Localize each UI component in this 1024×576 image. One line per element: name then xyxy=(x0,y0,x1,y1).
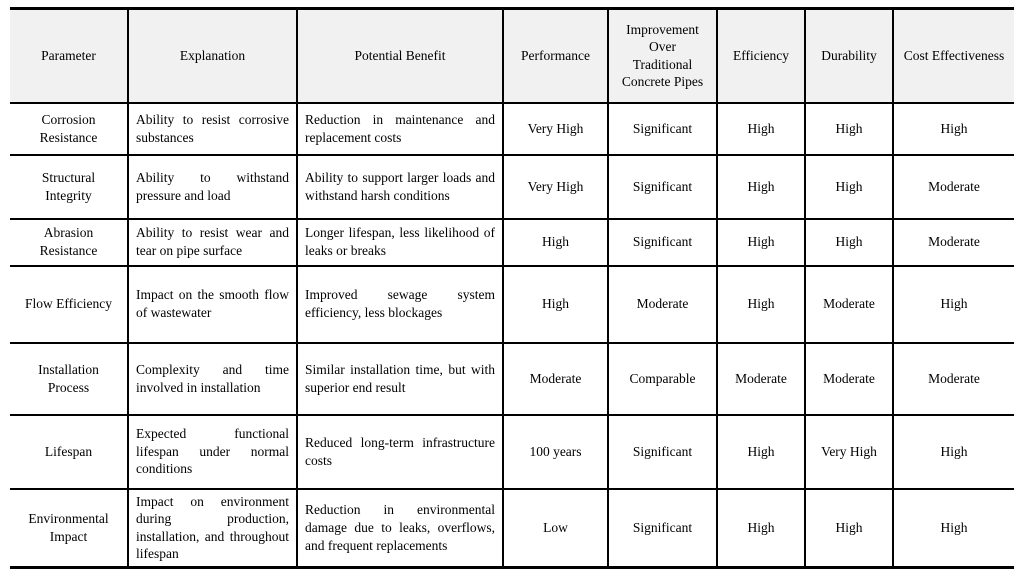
cell-explanation: Complexity and time involved in installation xyxy=(128,343,297,415)
cell-cost-effectiveness: High xyxy=(893,266,1014,343)
cell-efficiency: Moderate xyxy=(717,343,805,415)
cell-efficiency: High xyxy=(717,219,805,266)
column-header-potential-benefit: Potential Benefit xyxy=(297,9,503,103)
cell-cost-effectiveness: High xyxy=(893,489,1014,568)
cell-cost-effectiveness: Moderate xyxy=(893,155,1014,219)
column-header-performance: Performance xyxy=(503,9,608,103)
cell-durability: High xyxy=(805,155,893,219)
column-header-parameter: Parameter xyxy=(10,9,128,103)
cell-durability: High xyxy=(805,219,893,266)
cell-performance: Moderate xyxy=(503,343,608,415)
cell-performance: High xyxy=(503,219,608,266)
cell-improvement: Moderate xyxy=(608,266,717,343)
cell-explanation: Expected functional lifespan under normal conditions xyxy=(128,415,297,489)
cell-improvement: Significant xyxy=(608,489,717,568)
cell-explanation: Impact on the smooth flow of wastewater xyxy=(128,266,297,343)
cell-explanation: Ability to resist corrosive substances xyxy=(128,103,297,155)
table-row-flow-efficiency xyxy=(10,266,1014,343)
cell-potential-benefit: Improved sewage system efficiency, less blockages xyxy=(297,266,503,343)
cell-potential-benefit: Ability to support larger loads and withstand harsh conditions xyxy=(297,155,503,219)
cell-efficiency: High xyxy=(717,155,805,219)
cell-explanation: Ability to resist wear and tear on pipe surface xyxy=(128,219,297,266)
cell-efficiency: High xyxy=(717,415,805,489)
cell-efficiency: High xyxy=(717,489,805,568)
cell-durability: High xyxy=(805,103,893,155)
table-row-corrosion-resistance xyxy=(10,103,1014,155)
cell-potential-benefit: Similar installation time, but with superior end result xyxy=(297,343,503,415)
table-row-abrasion-resistance xyxy=(10,219,1014,266)
cell-improvement: Significant xyxy=(608,103,717,155)
cell-parameter: Abrasion Resistance xyxy=(10,219,128,266)
cell-durability: High xyxy=(805,489,893,568)
cell-improvement: Comparable xyxy=(608,343,717,415)
cell-cost-effectiveness: Moderate xyxy=(893,343,1014,415)
cell-explanation: Ability to withstand pressure and load xyxy=(128,155,297,219)
cell-efficiency: High xyxy=(717,266,805,343)
cell-efficiency: High xyxy=(717,103,805,155)
cell-performance: Low xyxy=(503,489,608,568)
cell-performance: Very High xyxy=(503,155,608,219)
column-header-explanation: Explanation xyxy=(128,9,297,103)
cell-potential-benefit: Longer lifespan, less likelihood of leaks or breaks xyxy=(297,219,503,266)
cell-improvement: Significant xyxy=(608,415,717,489)
column-header-cost-effectiveness: Cost Effectiveness xyxy=(893,9,1014,103)
cell-durability: Moderate xyxy=(805,343,893,415)
pipe-comparison-table xyxy=(10,7,1014,569)
cell-parameter: Lifespan xyxy=(10,415,128,489)
cell-performance: Very High xyxy=(503,103,608,155)
cell-cost-effectiveness: Moderate xyxy=(893,219,1014,266)
table-row-environmental-impact xyxy=(10,489,1014,568)
cell-performance: High xyxy=(503,266,608,343)
cell-parameter: Flow Efficiency xyxy=(10,266,128,343)
cell-potential-benefit: Reduction in environmental damage due to leaks, overflows, and frequent replacements xyxy=(297,489,503,568)
cell-parameter: Corrosion Resistance xyxy=(10,103,128,155)
cell-parameter: Installation Process xyxy=(10,343,128,415)
cell-durability: Moderate xyxy=(805,266,893,343)
cell-improvement: Significant xyxy=(608,219,717,266)
cell-durability: Very High xyxy=(805,415,893,489)
table-row-installation-process xyxy=(10,343,1014,415)
cell-potential-benefit: Reduced long-term infrastructure costs xyxy=(297,415,503,489)
table-row-lifespan xyxy=(10,415,1014,489)
cell-potential-benefit: Reduction in maintenance and replacement costs xyxy=(297,103,503,155)
cell-parameter: Structural Integrity xyxy=(10,155,128,219)
cell-cost-effectiveness: High xyxy=(893,103,1014,155)
cell-cost-effectiveness: High xyxy=(893,415,1014,489)
column-header-improvement: Improvement Over Traditional Concrete Pipes xyxy=(608,9,717,103)
column-header-efficiency: Efficiency xyxy=(717,9,805,103)
cell-explanation: Impact on environment during production, installation, and throughout lifespan xyxy=(128,489,297,568)
cell-parameter: Environmental Impact xyxy=(10,489,128,568)
cell-improvement: Significant xyxy=(608,155,717,219)
header-row xyxy=(10,9,1014,103)
column-header-durability: Durability xyxy=(805,9,893,103)
cell-performance: 100 years xyxy=(503,415,608,489)
table-row-structural-integrity xyxy=(10,155,1014,219)
